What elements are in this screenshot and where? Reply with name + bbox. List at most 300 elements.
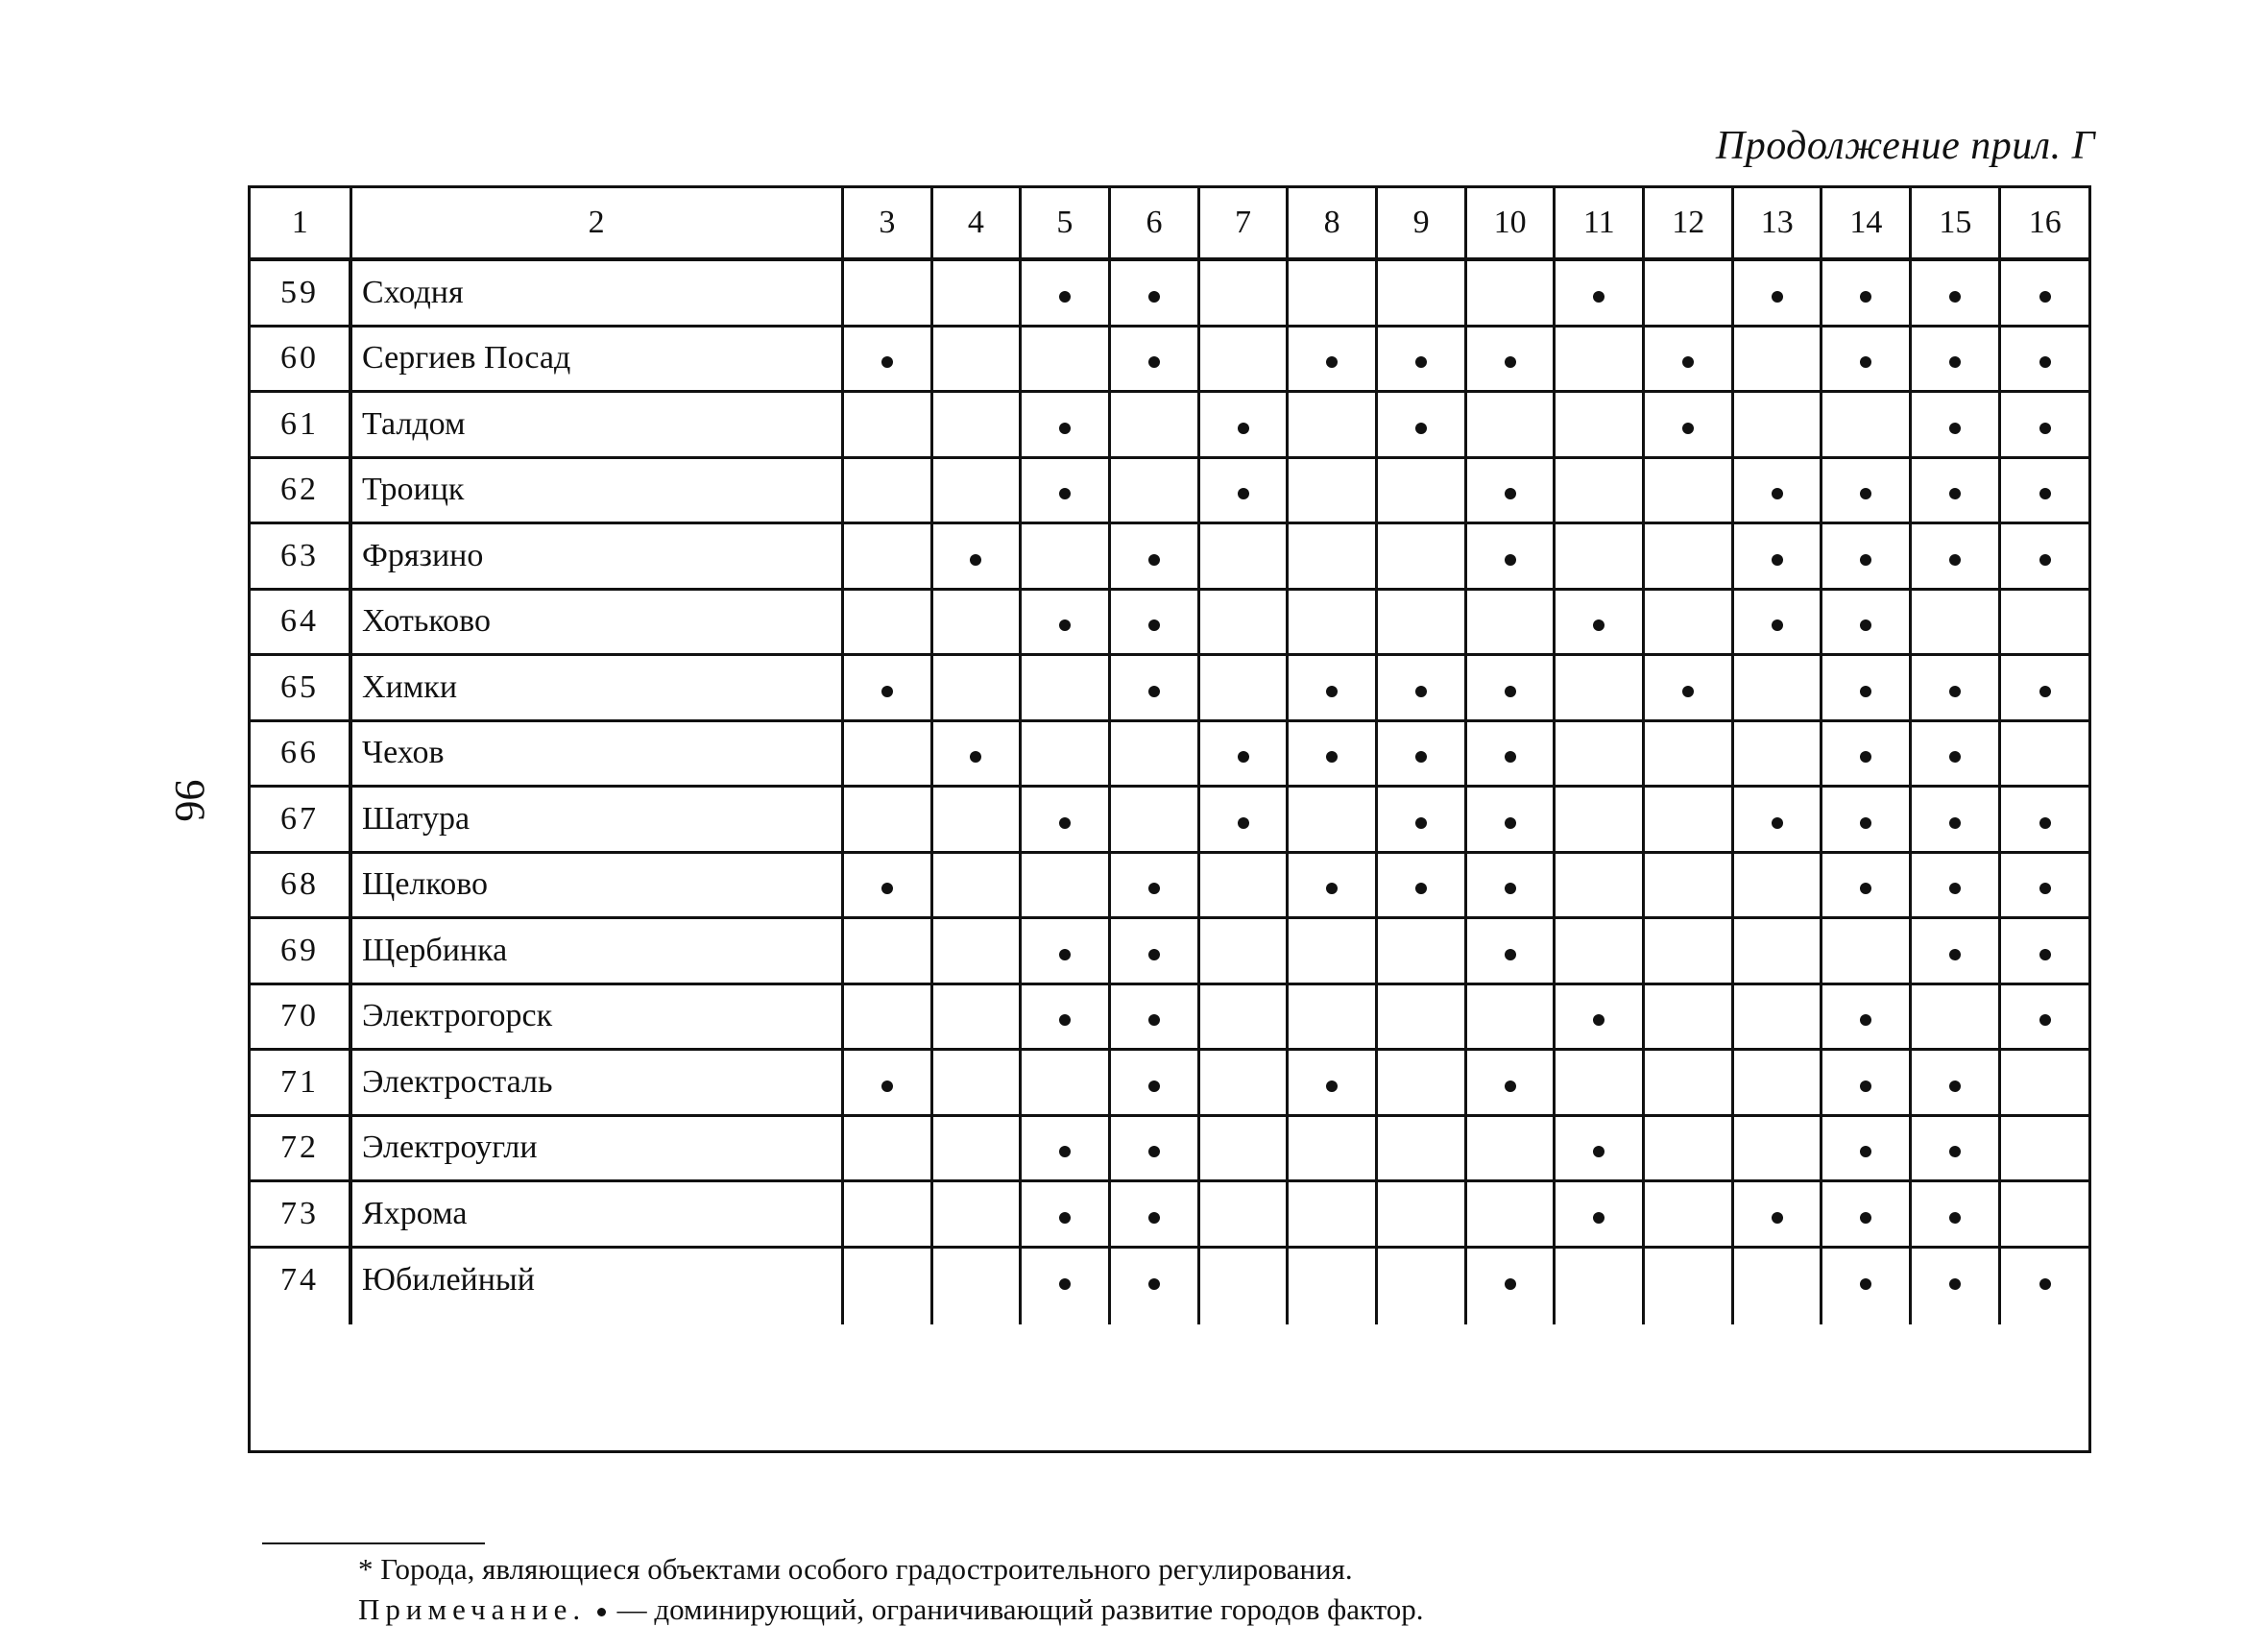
factor-dot-icon [1860,291,1871,303]
factor-dot-icon [1238,751,1249,763]
row-number: 70 [251,983,350,1050]
factor-dot-icon [1682,686,1694,697]
factor-cell-col-6 [1109,1050,1198,1116]
factor-cell-col-5 [1020,457,1109,523]
factor-cell-col-10 [1466,259,1555,326]
factor-cell-col-7 [1199,787,1288,853]
factor-dot-icon [1148,949,1160,960]
table-row [251,918,2088,984]
row-number: 69 [251,918,350,984]
factor-dot-icon [1148,619,1160,631]
factor-dot-icon [1949,488,1961,499]
factor-cell-col-6 [1109,655,1198,721]
factor-cell-col-9 [1377,1181,1466,1248]
factor-cell-col-15 [1911,523,2000,590]
city-name: Химки [350,655,842,721]
city-name: Фрязино [350,523,842,590]
city-name: Хотьково [350,589,842,655]
factor-cell-col-6 [1109,392,1198,458]
city-name: Шатура [350,787,842,853]
factor-cell-col-9 [1377,787,1466,853]
factor-cell-col-6 [1109,1115,1198,1181]
factor-dot-icon [1505,883,1516,894]
factor-cell-col-6 [1109,852,1198,918]
factor-dot-icon [1059,423,1071,434]
factor-cell-col-12 [1644,392,1733,458]
factor-cell-col-4 [931,787,1020,853]
factor-cell-col-3 [842,720,931,787]
table-row [251,259,2088,326]
factor-cell-col-5 [1020,1247,1109,1324]
factor-cell-col-12 [1644,852,1733,918]
table-row [251,787,2088,853]
factor-cell-col-10 [1466,787,1555,853]
factor-dot-icon [1949,1278,1961,1290]
factor-cell-col-5 [1020,1050,1109,1116]
factor-dot-icon [1949,949,1961,960]
factor-cell-col-3 [842,392,931,458]
row-number: 60 [251,326,350,392]
factor-cell-col-9 [1377,523,1466,590]
row-number: 66 [251,720,350,787]
factor-dot-icon [1059,291,1071,303]
factor-cell-col-15 [1911,1247,2000,1324]
factor-cell-col-7 [1199,326,1288,392]
factor-cell-col-16 [2000,852,2088,918]
factor-cell-col-12 [1644,326,1733,392]
factor-dot-icon [1148,291,1160,303]
factor-dot-icon [1059,1014,1071,1026]
column-header-3: 3 [842,188,931,259]
factor-cell-col-11 [1555,655,1644,721]
factor-cell-col-8 [1288,1181,1377,1248]
factor-cell-col-7 [1199,720,1288,787]
factor-dot-icon [1505,356,1516,368]
factor-cell-col-3 [842,523,931,590]
factor-dot-icon [881,356,893,368]
factor-cell-col-3 [842,918,931,984]
factor-cell-col-5 [1020,983,1109,1050]
factor-cell-col-11 [1555,720,1644,787]
factor-cell-col-16 [2000,655,2088,721]
factor-cell-col-9 [1377,1115,1466,1181]
factor-cell-col-4 [931,655,1020,721]
table-row [251,1115,2088,1181]
factor-cell-col-10 [1466,1050,1555,1116]
factor-cell-col-12 [1644,259,1733,326]
table-row [251,326,2088,392]
factor-cell-col-10 [1466,326,1555,392]
factor-cell-col-10 [1466,523,1555,590]
row-number: 62 [251,457,350,523]
factor-dot-icon [1148,686,1160,697]
factor-dot-icon [1148,1212,1160,1224]
factor-dot-icon [1505,488,1516,499]
factor-dot-icon [881,883,893,894]
factor-cell-col-9 [1377,1247,1466,1324]
factor-dot-icon [1860,883,1871,894]
factor-cell-col-14 [1822,523,1911,590]
factor-cell-col-8 [1288,523,1377,590]
factor-cell-col-15 [1911,787,2000,853]
factor-cell-col-13 [1733,1115,1822,1181]
factor-cell-col-7 [1199,1181,1288,1248]
factor-dot-icon [1148,356,1160,368]
factor-cell-col-13 [1733,1050,1822,1116]
factor-cell-col-7 [1199,589,1288,655]
factor-cell-col-10 [1466,589,1555,655]
factor-cell-col-13 [1733,918,1822,984]
factor-cell-col-10 [1466,918,1555,984]
factor-dot-icon [1326,686,1338,697]
row-number: 73 [251,1181,350,1248]
factor-cell-col-7 [1199,1115,1288,1181]
factor-cell-col-13 [1733,720,1822,787]
factor-cell-col-13 [1733,523,1822,590]
factor-cell-col-7 [1199,655,1288,721]
factor-cell-col-8 [1288,918,1377,984]
factor-cell-col-6 [1109,787,1198,853]
factor-table [251,188,2088,1324]
continuation-heading: Продолжение прил. Г [1715,124,2095,168]
factor-dot-icon [1860,1081,1871,1092]
factor-cell-col-12 [1644,720,1733,787]
table-row [251,720,2088,787]
factor-cell-col-3 [842,1050,931,1116]
factor-cell-col-15 [1911,457,2000,523]
factor-cell-col-10 [1466,655,1555,721]
page-number: 96 [166,779,214,822]
factor-cell-col-8 [1288,259,1377,326]
factor-cell-col-11 [1555,852,1644,918]
factor-cell-col-16 [2000,523,2088,590]
factor-cell-col-15 [1911,589,2000,655]
factor-cell-col-7 [1199,523,1288,590]
factor-cell-col-12 [1644,1247,1733,1324]
factor-cell-col-15 [1911,326,2000,392]
factor-dot-icon [1682,356,1694,368]
factor-cell-col-11 [1555,1050,1644,1116]
factor-cell-col-4 [931,392,1020,458]
factor-cell-col-14 [1822,259,1911,326]
factor-cell-col-3 [842,1181,931,1248]
factor-cell-col-15 [1911,720,2000,787]
factor-cell-col-6 [1109,720,1198,787]
factor-cell-col-10 [1466,983,1555,1050]
row-number: 65 [251,655,350,721]
factor-dot-icon [2039,488,2051,499]
factor-cell-col-15 [1911,1115,2000,1181]
factor-dot-icon [1148,1278,1160,1290]
factor-dot-icon [2039,817,2051,829]
factor-cell-col-5 [1020,523,1109,590]
city-name: Талдом [350,392,842,458]
factor-dot-icon [2039,949,2051,960]
factor-cell-col-3 [842,852,931,918]
factor-cell-col-4 [931,457,1020,523]
factor-cell-col-14 [1822,1247,1911,1324]
factor-cell-col-16 [2000,259,2088,326]
column-header-15: 15 [1911,188,2000,259]
factor-dot-icon [1860,751,1871,763]
factor-dot-icon [1326,356,1338,368]
factor-cell-col-9 [1377,259,1466,326]
factor-cell-col-3 [842,1115,931,1181]
factor-dot-icon [1148,554,1160,566]
factor-cell-col-5 [1020,655,1109,721]
factor-cell-col-14 [1822,326,1911,392]
factor-cell-col-16 [2000,1115,2088,1181]
city-name: Электрогорск [350,983,842,1050]
table-row [251,983,2088,1050]
factor-cell-col-14 [1822,655,1911,721]
factor-dot-icon [1593,619,1604,631]
factor-cell-col-5 [1020,589,1109,655]
factor-cell-col-9 [1377,918,1466,984]
factor-cell-col-9 [1377,720,1466,787]
factor-cell-col-5 [1020,787,1109,853]
factor-cell-col-14 [1822,1115,1911,1181]
factor-cell-col-5 [1020,326,1109,392]
factor-dot-icon [1772,488,1783,499]
table-row [251,457,2088,523]
factor-dot-icon [1415,817,1427,829]
factor-cell-col-14 [1822,983,1911,1050]
factor-cell-col-3 [842,326,931,392]
table-row [251,1247,2088,1324]
factor-cell-col-16 [2000,918,2088,984]
factor-cell-col-4 [931,720,1020,787]
factor-dot-icon [1949,356,1961,368]
factor-cell-col-9 [1377,589,1466,655]
factor-cell-col-7 [1199,1247,1288,1324]
footnote-rule [262,1542,485,1544]
factor-dot-icon [1505,817,1516,829]
factor-cell-col-3 [842,787,931,853]
table-row [251,1181,2088,1248]
factor-cell-col-7 [1199,983,1288,1050]
factor-cell-col-3 [842,655,931,721]
column-header-8: 8 [1288,188,1377,259]
factor-cell-col-7 [1199,1050,1288,1116]
table-row [251,523,2088,590]
table-row [251,655,2088,721]
factor-cell-col-6 [1109,523,1198,590]
factor-cell-col-14 [1822,1050,1911,1116]
factor-cell-col-9 [1377,392,1466,458]
factor-cell-col-12 [1644,655,1733,721]
factor-cell-col-6 [1109,1181,1198,1248]
factor-cell-col-4 [931,1247,1020,1324]
factor-cell-col-11 [1555,589,1644,655]
factor-cell-col-11 [1555,523,1644,590]
factor-dot-icon [1593,1212,1604,1224]
factor-dot-icon [2039,423,2051,434]
factor-dot-icon [1148,1081,1160,1092]
table-row [251,392,2088,458]
table-body [251,259,2088,1324]
factor-cell-col-14 [1822,392,1911,458]
factor-dot-icon [1415,423,1427,434]
factor-dot-icon [1326,1081,1338,1092]
factor-cell-col-9 [1377,1050,1466,1116]
factor-cell-col-5 [1020,852,1109,918]
factor-cell-col-6 [1109,259,1198,326]
factor-cell-col-10 [1466,720,1555,787]
factor-dot-icon [1505,554,1516,566]
factor-cell-col-4 [931,1050,1020,1116]
factor-dot-icon [1059,817,1071,829]
factor-dot-icon [1148,883,1160,894]
header-row [251,188,2088,259]
factor-dot-icon [1326,751,1338,763]
factor-cell-col-12 [1644,1050,1733,1116]
factor-dot-icon [1949,554,1961,566]
factor-dot-icon [1505,1278,1516,1290]
factor-cell-col-13 [1733,326,1822,392]
column-header-7: 7 [1199,188,1288,259]
factor-cell-col-4 [931,523,1020,590]
column-header-4: 4 [931,188,1020,259]
factor-dot-icon [1593,1014,1604,1026]
factor-dot-icon [970,554,981,566]
factor-cell-col-11 [1555,1247,1644,1324]
factor-cell-col-5 [1020,392,1109,458]
factor-cell-col-12 [1644,589,1733,655]
factor-cell-col-9 [1377,983,1466,1050]
factor-dot-icon [2039,554,2051,566]
factor-cell-col-11 [1555,392,1644,458]
factor-cell-col-8 [1288,392,1377,458]
factor-cell-col-8 [1288,852,1377,918]
factor-dot-icon [1415,883,1427,894]
factor-cell-col-12 [1644,457,1733,523]
factor-cell-col-9 [1377,326,1466,392]
factor-cell-col-16 [2000,392,2088,458]
factor-cell-col-10 [1466,1181,1555,1248]
column-header-13: 13 [1733,188,1822,259]
factor-cell-col-11 [1555,1181,1644,1248]
factor-dot-icon [1949,1081,1961,1092]
factor-dot-icon [1949,423,1961,434]
factor-cell-col-5 [1020,1115,1109,1181]
factor-cell-col-10 [1466,852,1555,918]
note-label: Примечание. [358,1592,587,1626]
factor-dot-icon [1059,949,1071,960]
factor-dot-icon [1860,619,1871,631]
factor-dot-icon [1059,1212,1071,1224]
factor-cell-col-6 [1109,983,1198,1050]
factor-cell-col-16 [2000,457,2088,523]
factor-dot-icon [1860,488,1871,499]
column-header-6: 6 [1109,188,1198,259]
factor-cell-col-14 [1822,1181,1911,1248]
factor-cell-col-8 [1288,983,1377,1050]
city-name: Троицк [350,457,842,523]
factor-cell-col-5 [1020,720,1109,787]
factor-cell-col-8 [1288,589,1377,655]
factor-dot-icon [1860,1014,1871,1026]
factor-cell-col-13 [1733,983,1822,1050]
factor-dot-icon [1949,817,1961,829]
city-name: Щербинка [350,918,842,984]
factor-dot-icon [1772,291,1783,303]
row-number: 68 [251,852,350,918]
factor-cell-col-12 [1644,983,1733,1050]
factor-dot-icon [1772,619,1783,631]
factor-cell-col-13 [1733,589,1822,655]
factor-cell-col-7 [1199,259,1288,326]
factor-cell-col-6 [1109,589,1198,655]
factor-cell-col-13 [1733,655,1822,721]
factor-cell-col-4 [931,326,1020,392]
factor-cell-col-12 [1644,1181,1733,1248]
factor-cell-col-5 [1020,259,1109,326]
factor-dot-icon [1860,1278,1871,1290]
factor-dot-icon [970,751,981,763]
factor-dot-icon [1238,817,1249,829]
factor-dot-icon [1238,488,1249,499]
factor-dot-icon [2039,686,2051,697]
factor-dot-icon [1148,1014,1160,1026]
factor-cell-col-4 [931,1115,1020,1181]
factor-cell-col-3 [842,457,931,523]
factor-cell-col-11 [1555,918,1644,984]
column-header-9: 9 [1377,188,1466,259]
factor-cell-col-7 [1199,457,1288,523]
factor-cell-col-16 [2000,720,2088,787]
factor-table-frame [248,185,2091,1626]
factor-cell-col-10 [1466,1247,1555,1324]
factor-cell-col-8 [1288,326,1377,392]
factor-cell-col-4 [931,852,1020,918]
factor-cell-col-3 [842,259,931,326]
factor-dot-icon [1505,949,1516,960]
factor-cell-col-15 [1911,655,2000,721]
factor-cell-col-14 [1822,720,1911,787]
factor-dot-icon [1059,1278,1071,1290]
table-row [251,589,2088,655]
factor-dot-icon [1860,817,1871,829]
city-name: Сергиев Посад [350,326,842,392]
factor-cell-col-7 [1199,392,1288,458]
factor-cell-col-14 [1822,852,1911,918]
factor-cell-col-4 [931,1181,1020,1248]
factor-dot-icon [1148,1146,1160,1157]
factor-cell-col-6 [1109,457,1198,523]
column-header-10: 10 [1466,188,1555,259]
row-number: 63 [251,523,350,590]
factor-cell-col-6 [1109,326,1198,392]
factor-cell-col-5 [1020,918,1109,984]
factor-cell-col-10 [1466,1115,1555,1181]
factor-cell-col-15 [1911,1050,2000,1116]
factor-dot-icon [1415,686,1427,697]
factor-cell-col-5 [1020,1181,1109,1248]
footnote: * Города, являющиеся объектами особого градостроительного регулирования. [358,1552,1353,1586]
factor-dot-icon [1593,1146,1604,1157]
factor-dot-icon [1949,686,1961,697]
row-number: 72 [251,1115,350,1181]
city-name: Щелково [350,852,842,918]
factor-cell-col-14 [1822,918,1911,984]
factor-cell-col-15 [1911,1181,2000,1248]
column-header-2: 2 [350,188,842,259]
factor-dot-icon [881,686,893,697]
factor-cell-col-16 [2000,589,2088,655]
factor-dot-icon [1949,883,1961,894]
factor-cell-col-4 [931,918,1020,984]
